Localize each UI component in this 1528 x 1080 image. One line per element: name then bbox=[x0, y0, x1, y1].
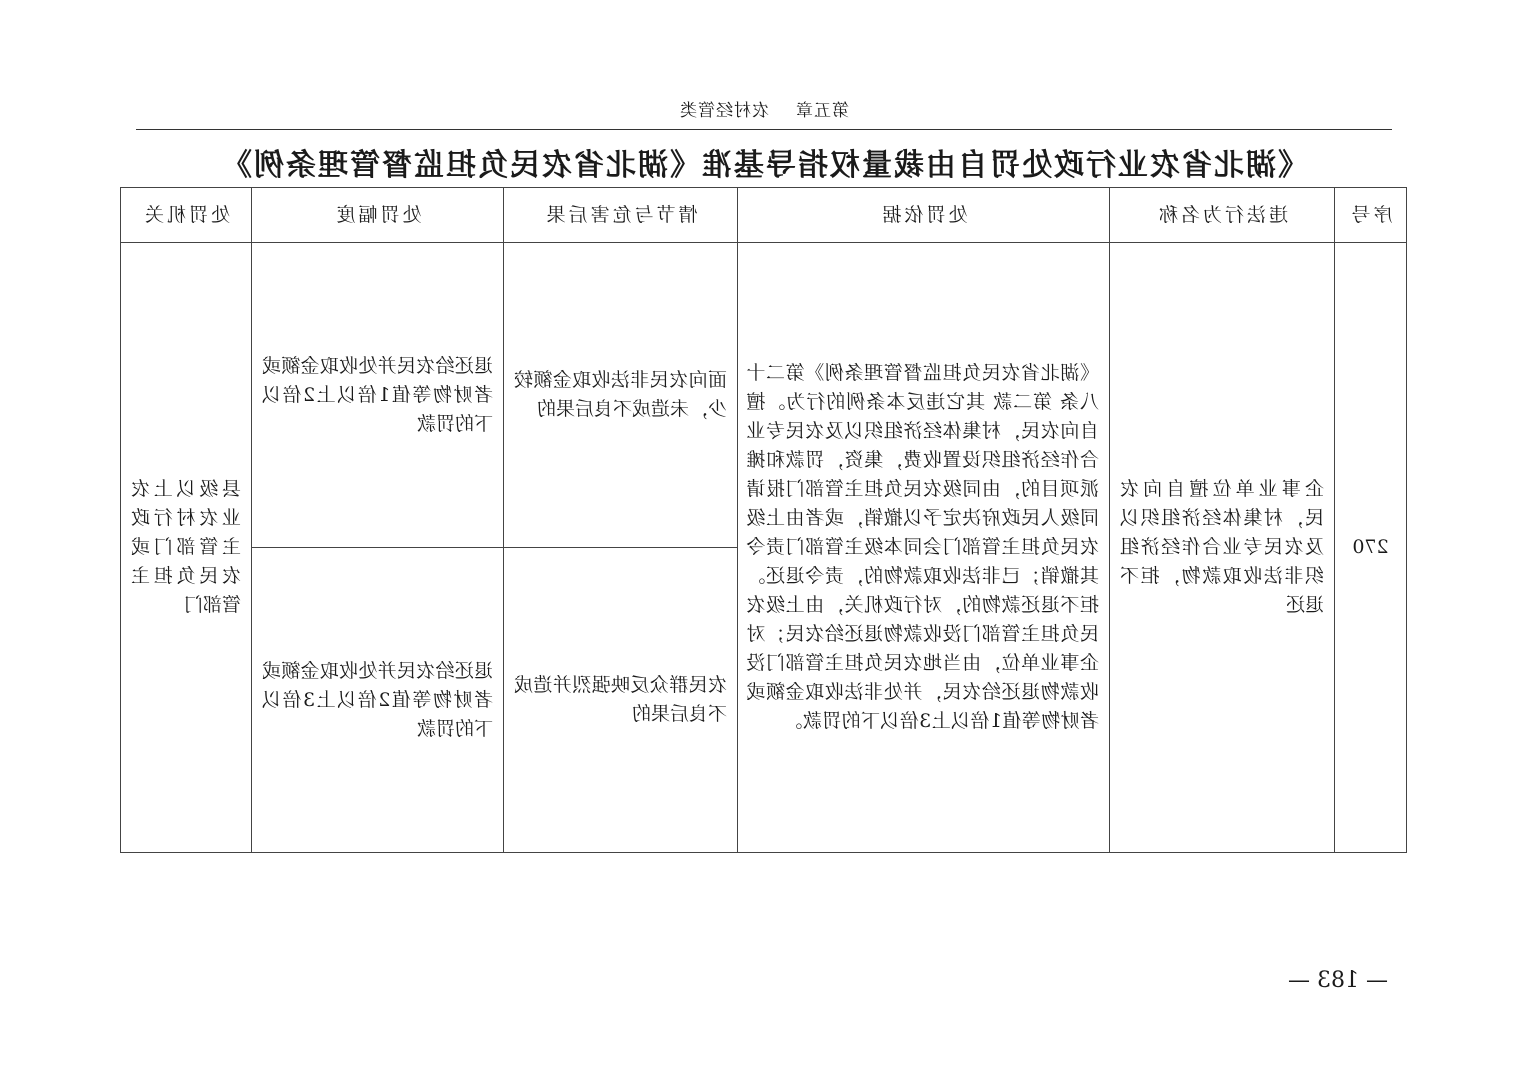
row-number: 270 bbox=[1352, 536, 1389, 558]
violation-text: 企事业单位擅自向农民，村集体经济组织以及农民专业合作经济组织非法收取款物，拒不退还 bbox=[1120, 478, 1324, 616]
circumstance-text-1: 面向农民非法收取金额较少，未造成不良后果的 bbox=[514, 369, 727, 420]
table-header-row bbox=[121, 188, 1407, 243]
col-header-basis: 处罚依据 bbox=[738, 188, 1110, 243]
row-number-cell bbox=[1335, 243, 1407, 853]
circumstance-text-2: 农民群众反映强烈并造成不良后果的 bbox=[514, 674, 727, 725]
penalty-text-1: 退还给农民并处收取金额或者财物等值1倍以上2倍以下的罚款 bbox=[262, 354, 493, 435]
penalty-table bbox=[120, 187, 1407, 853]
col-header-number: 序号 bbox=[1335, 188, 1407, 243]
penalty-cell-1 bbox=[252, 243, 504, 548]
header-rule bbox=[136, 129, 1392, 130]
section-label: 农村经管类 bbox=[679, 101, 769, 121]
table-row bbox=[121, 243, 1407, 548]
running-head bbox=[0, 96, 1528, 121]
document-title: 《湖北省农业行政处罚自由裁量权指导基准《湖北省农民负担监督管理条例》 bbox=[220, 148, 1308, 183]
authority-cell bbox=[121, 243, 252, 853]
authority-text: 县级以上农业农村行政主管部门或农民负担主管部门 bbox=[131, 478, 241, 616]
penalty-cell-2 bbox=[252, 548, 504, 853]
penalty-text-2: 退还给农民并处收取金额或者财物等值2倍以上3倍以下的罚款 bbox=[262, 659, 493, 740]
basis-cell bbox=[738, 243, 1110, 853]
chapter-label: 第五章 bbox=[795, 101, 849, 121]
basis-text: 《湖北省农民负担监督管理条例》第二十八条 第二款 其它违反本条例的行为。擅自向农民，村集体经济组织以及农民专业合作经济组织设置收费，集资，罚款和摊派项目的，由同级农民负担主管部门报请同级人民政府决定予以撤销，或者由上级农民负担主管部门会同本级主管部门责令其撤销；已非法收取款物的，责令退还。拒不退还款物的，对行政机关，由上级农民负担主管部门没收款物退还给农民；对企事业单位，由当地农民负担主管部门没收款物退还给农民，并处非法收取金额或者财物等值1倍以上3倍以下的罚款。 bbox=[746, 362, 1099, 732]
circumstance-cell-2 bbox=[504, 548, 738, 853]
violation-cell bbox=[1110, 243, 1335, 853]
page-number-wrap bbox=[0, 968, 1528, 993]
col-header-violation: 违法行为名称 bbox=[1110, 188, 1335, 243]
col-header-penalty: 处罚幅度 bbox=[252, 188, 504, 243]
circumstance-cell-1 bbox=[504, 243, 738, 548]
page-number: — 183 — bbox=[1288, 968, 1388, 993]
col-header-authority: 处罚机关 bbox=[121, 188, 252, 243]
col-header-circumstance: 情节与危害后果 bbox=[504, 188, 738, 243]
